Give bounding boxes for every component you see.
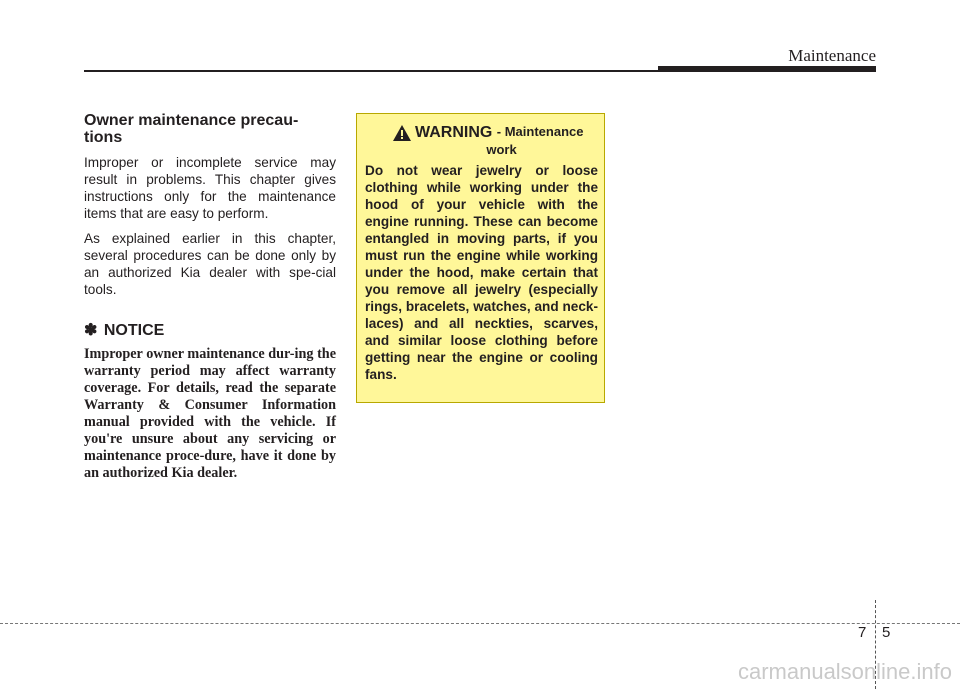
page-number: 5 [882, 624, 891, 641]
watermark: carmanualsonline.info [737, 659, 952, 684]
warning-word: WARNING [415, 124, 493, 141]
warning-subtitle: - Maintenance [496, 124, 584, 139]
warning-heading [393, 124, 598, 142]
chapter-number: 7 [858, 624, 867, 641]
footer-dashed-rule [0, 623, 960, 624]
left-column [84, 112, 336, 482]
page-header-title: Maintenance [788, 46, 876, 65]
section-title: Owner maintenance precau-tions [84, 112, 299, 146]
warning-triangle-icon [393, 125, 411, 141]
paragraph-2: As explained earlier in this chapter, several procedures can be done only by an authorized Kia dealer with spe-cial tools. [84, 231, 336, 297]
notice-heading-text: NOTICE [103, 322, 165, 339]
paragraph-1: Improper or incomplete service may result in problems. This chapter gives instructions only for the maintenance items that are easy to perform. [84, 155, 336, 221]
notice-body: Improper owner maintenance dur-ing the warranty period may affect warranty coverage. For details, read the separate Warranty & Consumer Information manual provided with the vehicle. If you're unsure about any servicing or maintenance proce-dure, have it done by an authorized Kia dealer. [84, 346, 336, 481]
warning-subtitle-line-2: work [486, 142, 517, 157]
warning-body: Do not wear jewelry or loose clothing while working under the hood of your vehicle with the engine running. These can become entangled in moving parts, if you must run the engine while working under the hood, make certain that you remove all jewelry (especially rings, bracelets, watches, and neck-laces) and all neckties, scarves, and similar loose clothing before getting near the engine or cooling fans. [365, 163, 598, 382]
header-rule-thin [84, 70, 664, 72]
notice-star-icon: ✽ [84, 322, 98, 339]
warning-box [356, 113, 605, 403]
header-rule-thick [658, 66, 876, 72]
notice-heading [84, 320, 336, 340]
